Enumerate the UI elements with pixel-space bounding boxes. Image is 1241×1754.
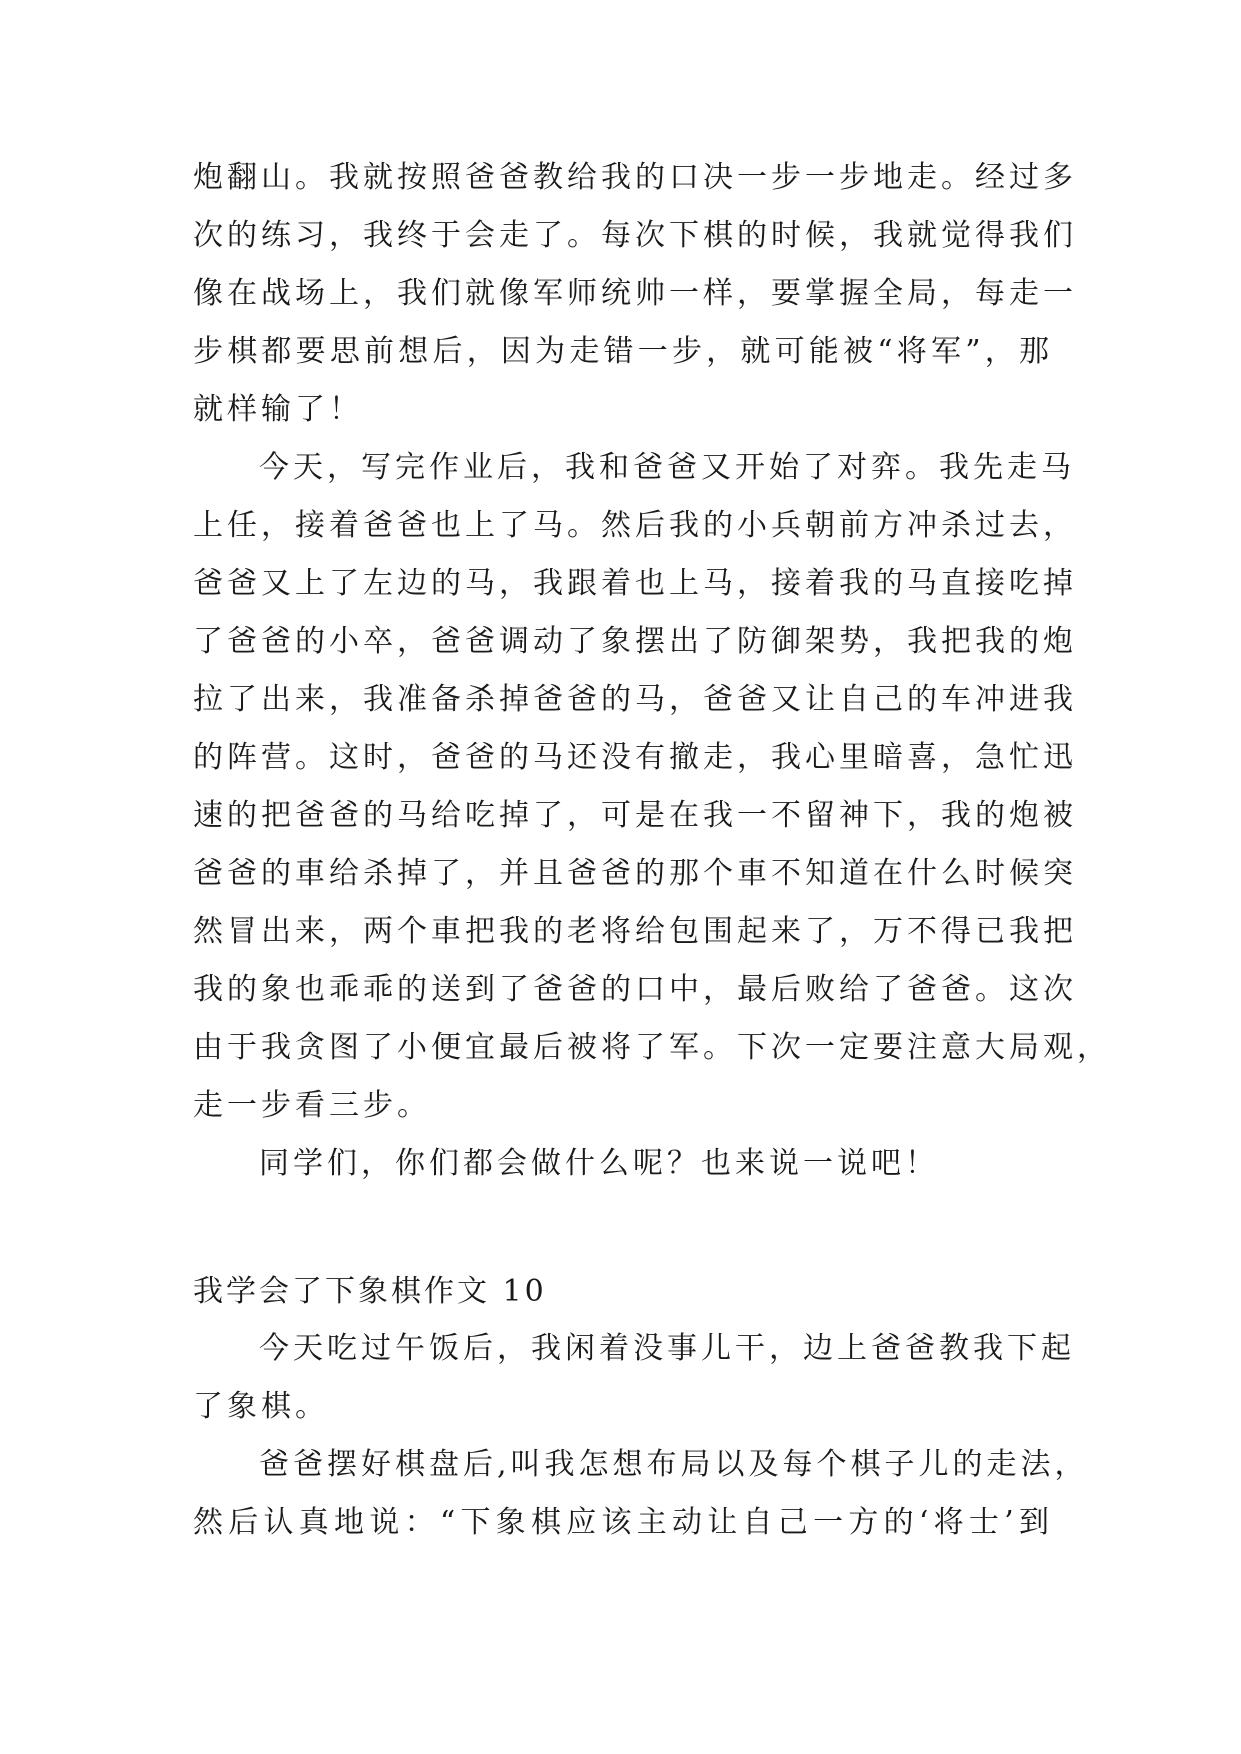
text-line: 了象棋。: [193, 1389, 329, 1424]
text-line: 我的象也乖乖的送到了爸爸的口中，最后败给了爸爸。这次: [193, 972, 1077, 1007]
text-line: 炮翻山。我就按照爸爸教给我的口决一步一步地走。经过多: [193, 160, 1077, 195]
paragraph-5: [193, 1436, 1089, 1552]
text-line: 同学们，你们都会做什么呢？也来说一说吧！: [259, 1146, 939, 1181]
text-line: 上任，接着爸爸也上了马。然后我的小兵朝前方冲杀过去，: [193, 508, 1077, 543]
text-line: 然后认真地说：“下象棋应该主动让自己一方的‘将士’到: [193, 1505, 1053, 1540]
text-line: 今天吃过午饭后，我闲着没事儿干，边上爸爸教我下起: [259, 1331, 1075, 1366]
text-line: 爸爸的車给杀掉了，并且爸爸的那个車不知道在什么时候突: [193, 856, 1077, 891]
paragraph-2: [193, 439, 1111, 1135]
text-line: 就样输了！: [193, 392, 363, 427]
text-line: 爸爸又上了左边的马，我跟着也上马，接着我的马直接吃掉: [193, 566, 1077, 601]
text-line: 走一步看三步。: [193, 1088, 431, 1123]
paragraph-3: [193, 1135, 1053, 1193]
text-line: 速的把爸爸的马给吃掉了，可是在我一不留神下，我的炮被: [193, 798, 1077, 833]
text-line: 像在战场上，我们就像军师统帅一样，要掌握全局，每走一: [193, 276, 1077, 311]
text-line: 爸爸摆好棋盘后,叫我怎想布局以及每个棋子儿的走法，: [259, 1447, 1089, 1482]
paragraph-1: [193, 149, 1077, 439]
text-line: 今天，写完作业后，我和爸爸又开始了对弈。我先走马: [259, 450, 1075, 485]
text-line: 步棋都要思前想后，因为走错一步，就可能被“将军”，那: [193, 334, 1053, 369]
text-line: 由于我贪图了小便宜最后被将了军。下次一定要注意大局观，: [193, 1030, 1111, 1065]
paragraph-4: [193, 1320, 1075, 1436]
text-line: 次的练习，我终于会走了。每次下棋的时候，我就觉得我们: [193, 218, 1077, 253]
section-title: 我学会了下象棋作文 10: [193, 1274, 547, 1309]
text-line: 拉了出来，我准备杀掉爸爸的马，爸爸又让自己的车冲进我: [193, 682, 1077, 717]
text-line: 了爸爸的小卒，爸爸调动了象摆出了防御架势，我把我的炮: [193, 624, 1077, 659]
text-line: 然冒出来，两个車把我的老将给包围起来了，万不得已我把: [193, 914, 1077, 949]
text-line: 的阵营。这时，爸爸的马还没有撤走，我心里暗喜，急忙迅: [193, 740, 1077, 775]
